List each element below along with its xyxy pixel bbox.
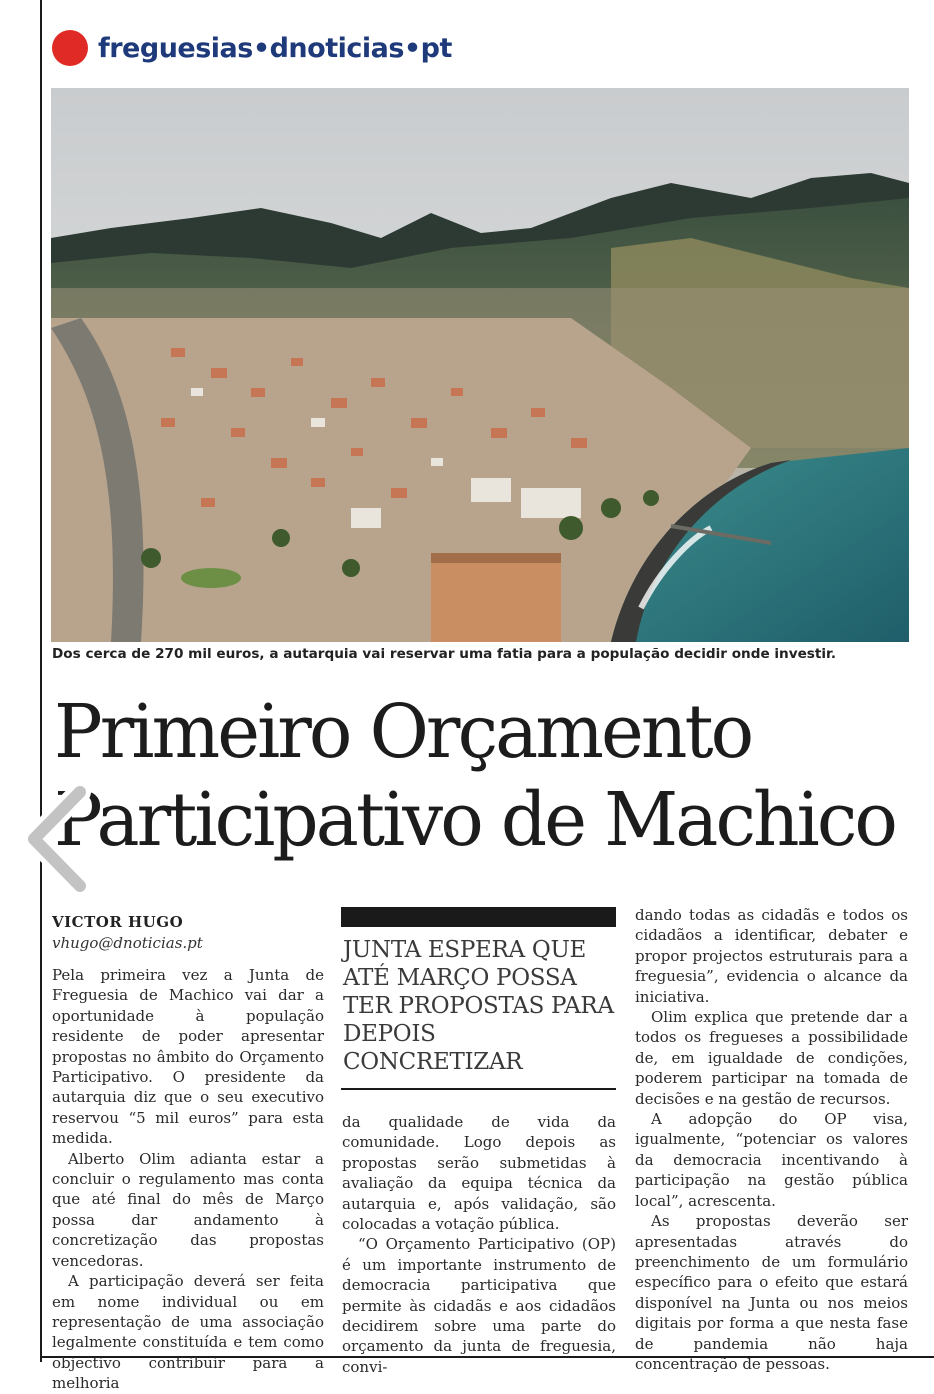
paragraph: Pela primeira vez a Junta de Freguesia de Machico vai dar a oportunidade à população residente de poder apresentar propostas no âmbito do Orçamento Participativo. O presidente da autarquia diz que o seu executivo reservou “5 mil euros” para esta medida. <box>52 966 324 1148</box>
paragraph: da qualidade de vida da comunidade. Logo depois as propostas serão submetidas à avaliação da equipa técnica da autarquia e, após validação, são colocadas a votação pública. <box>342 1113 616 1234</box>
pullquote-rule <box>341 1088 616 1090</box>
article-headline <box>54 688 934 864</box>
page-left-rule <box>40 0 42 1362</box>
chevron-left-icon[interactable] <box>18 784 98 894</box>
section-header <box>52 28 452 68</box>
headline-line-1: Primeiro Orçamento <box>54 689 752 775</box>
pullquote: JUNTA ESPERA QUE ATÉ MARÇO POSSA TER PROPOSTAS PARA DEPOIS CONCRETIZAR <box>343 937 614 1075</box>
paragraph: As propostas deverão ser apresentadas através do preenchimento de um formulário específico para o efeito que estará disponível na Junta ou nos meios digitais por forma a que nesta fase de pandemia não haja concentração de pessoas. <box>635 1212 908 1373</box>
photo-caption: Dos cerca de 270 mil euros, a autarquia vai reservar uma fatia para a população decidir onde investir. <box>52 646 836 662</box>
paragraph: Olim explica que pretende dar a todos os fregueses a possibilidade de, em igualdade de condições, poderem participar na tomada de decisões e na gestão de recursos. <box>635 1008 908 1108</box>
brand-dot-icon <box>52 30 88 66</box>
pullquote-bar <box>341 907 616 927</box>
article-column-1 <box>52 965 324 1394</box>
byline-email[interactable]: vhugo@dnoticias.pt <box>52 934 203 952</box>
article-column-2 <box>342 1112 616 1377</box>
brand-name: freguesias•dnoticias•pt <box>98 32 452 64</box>
paragraph: “O Orçamento Participativo (OP) é um importante instrumento de democracia participativa que permite às cidadãs e aos cidadãos decidirem sobre uma parte do orçamento da junta de freguesia, convi- <box>342 1235 616 1376</box>
machico-aerial-photo <box>51 88 909 642</box>
paragraph: A participação deverá ser feita em nome individual ou em representação de uma associação legalmente constituída e tem como objectivo contribuir para a melhoria <box>52 1272 324 1393</box>
headline-line-2: Participativo de Machico <box>54 777 896 863</box>
byline-author: VICTOR HUGO <box>52 913 184 931</box>
paragraph: Alberto Olim adianta estar a concluir o regulamento mas conta que até final do mês de Março possa dar andamento à concretização das propostas vencedoras. <box>52 1149 324 1270</box>
article-photo <box>51 88 909 642</box>
paragraph: A adopção do OP visa, igualmente, “potenciar os valores da democracia incentivando à participação na gestão pública local”, acrescenta. <box>635 1110 908 1210</box>
article-column-3 <box>635 905 908 1374</box>
paragraph: dando todas as cidadãs e todos os cidadãos a identificar, debater e propor projectos estruturais para a freguesia”, evidencia o alcance da iniciativa. <box>635 906 908 1006</box>
